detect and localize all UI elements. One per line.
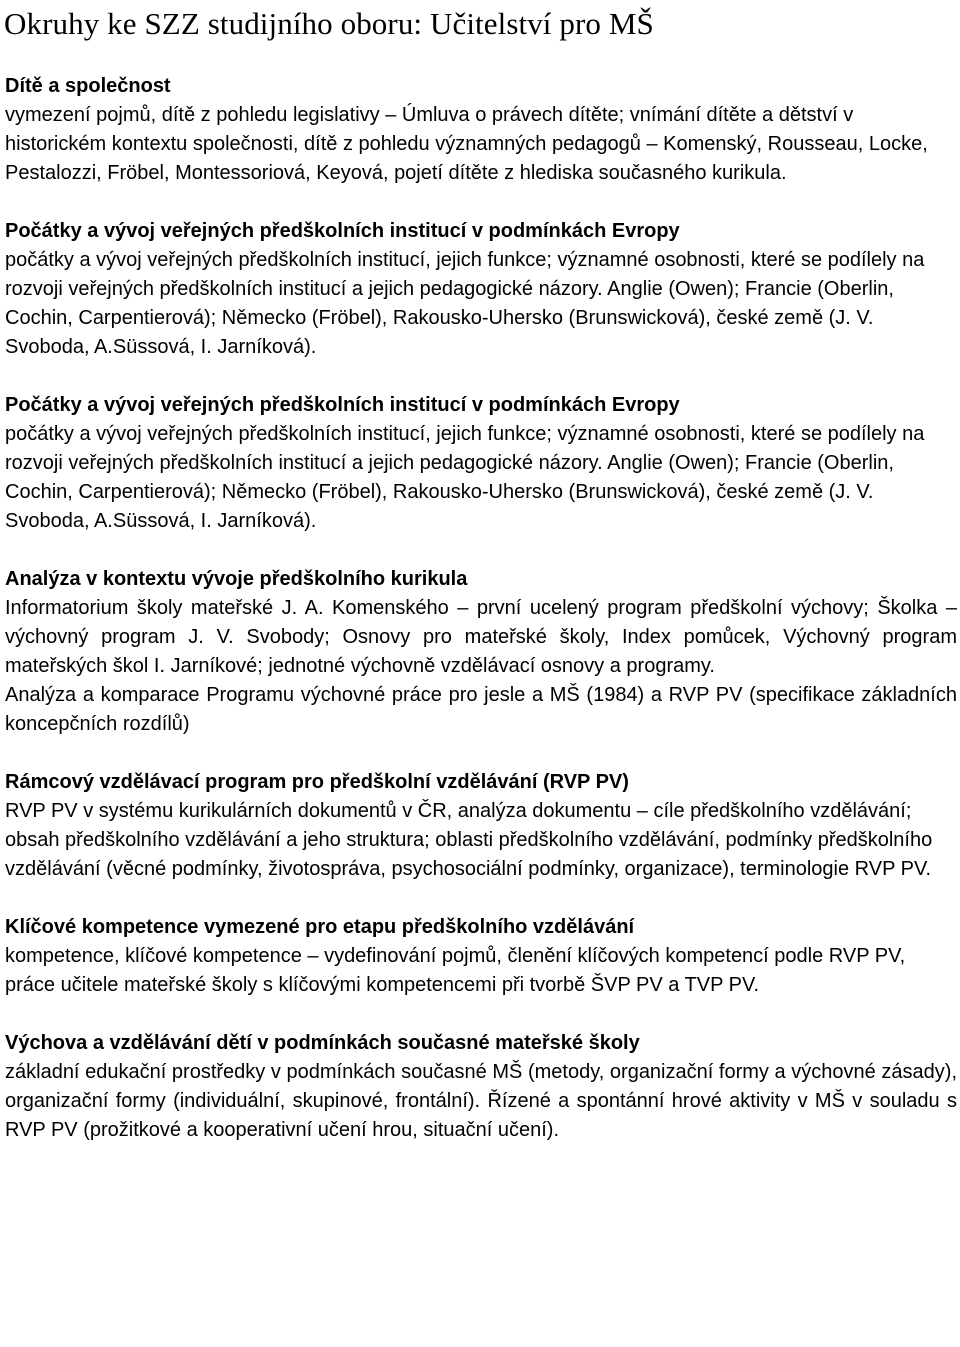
- section-paragraph: počátky a vývoj veřejných předškolních institucí, jejich funkce; významné osobnosti, které se podílely na rozvoji veřejných předškolních institucí a jejich pedagogické názory. Anglie (Owen); Francie (Oberlin, Cochin, Carpentierová); Německo (Fröbel), Rakousko-Uhersko (Brunswicková), české země (J. V. Svoboda, A.Süssová, I. Jarníková).: [5, 423, 925, 532]
- section-pocatky-a-vyvoj-1: [5, 217, 957, 362]
- section-paragraph: základní edukační prostředky v podmínkách současné MŠ (metody, organizační formy a výchovné zásady), organizační formy (individuální, skupinové, frontální). Řízené a spontánní hrové aktivity v MŠ v souladu s RVP PV (prožitkové a kooperativní učení hrou, situační učení).: [5, 1061, 957, 1141]
- section-heading: Klíčové kompetence vymezené pro etapu předškolního vzdělávání: [5, 916, 635, 938]
- section-heading: Výchova a vzdělávání dětí v podmínkách současné mateřské školy: [5, 1032, 640, 1054]
- section-paragraph: RVP PV v systému kurikulárních dokumentů v ČR, analýza dokumentu – cíle předškolního vzdělávání; obsah předškolního vzdělávání a jeho struktura; oblasti předškolního vzdělávání, podmínky předškolního vzdělávání (věcné podmínky, životospráva, psychosociální podmínky, organizace), terminologie RVP PV.: [5, 800, 933, 880]
- section-vychova-a-vzdelavani: [5, 1029, 957, 1145]
- section-paragraph: vymezení pojmů, dítě z pohledu legislativy – Úmluva o právech dítěte; vnímání dítěte a dětství v historickém kontextu společnosti, dítě z pohledu významných pedagogů – Komenský, Rousseau, Locke, Pestalozzi, Fröbel, Montessoriová, Keyová, pojetí dítěte z hlediska současného kurikula.: [5, 104, 928, 184]
- section-rvp-pv: [5, 768, 957, 884]
- section-klicove-kompetence: [5, 913, 957, 1000]
- document-page: [5, 0, 957, 1145]
- section-heading: Analýza v kontextu vývoje předškolního kurikula: [5, 568, 468, 590]
- document-title: Okruhy ke SZZ studijního oboru: Učitelství pro MŠ: [4, 6, 654, 41]
- section-pocatky-a-vyvoj-2: [5, 391, 957, 536]
- section-heading: Dítě a společnost: [5, 75, 171, 97]
- section-paragraph: Analýza a komparace Programu výchovné práce pro jesle a MŠ (1984) a RVP PV (specifikace základních koncepčních rozdílů): [5, 684, 957, 735]
- section-paragraph: kompetence, klíčové kompetence – vydefinování pojmů, členění klíčových kompetencí podle RVP PV, práce učitele mateřské školy s klíčovými kompetencemi při tvorbě ŠVP PV a TVP PV.: [5, 945, 906, 996]
- section-heading: Počátky a vývoj veřejných předškolních institucí v podmínkách Evropy: [5, 220, 680, 242]
- section-analyza-kurikula: [5, 565, 957, 739]
- section-paragraph: Informatorium školy mateřské J. A. Komenského – první ucelený program předškolní výchovy; Školka – výchovný program J. V. Svobody; Osnovy pro mateřské školy, Index pomůcek, Výchovný program mateřských škol I. Jarníkové; jednotné výchovně vzdělávací osnovy a programy.: [5, 597, 957, 677]
- section-paragraph: počátky a vývoj veřejných předškolních institucí, jejich funkce; významné osobnosti, které se podílely na rozvoji veřejných předškolních institucí a jejich pedagogické názory. Anglie (Owen); Francie (Oberlin, Cochin, Carpentierová); Německo (Fröbel), Rakousko-Uhersko (Brunswicková), české země (J. V. Svoboda, A.Süssová, I. Jarníková).: [5, 249, 925, 358]
- section-heading: Počátky a vývoj veřejných předškolních institucí v podmínkách Evropy: [5, 394, 680, 416]
- section-dite-a-spolecnost: [5, 72, 957, 188]
- section-heading: Rámcový vzdělávací program pro předškolní vzdělávání (RVP PV): [5, 771, 629, 793]
